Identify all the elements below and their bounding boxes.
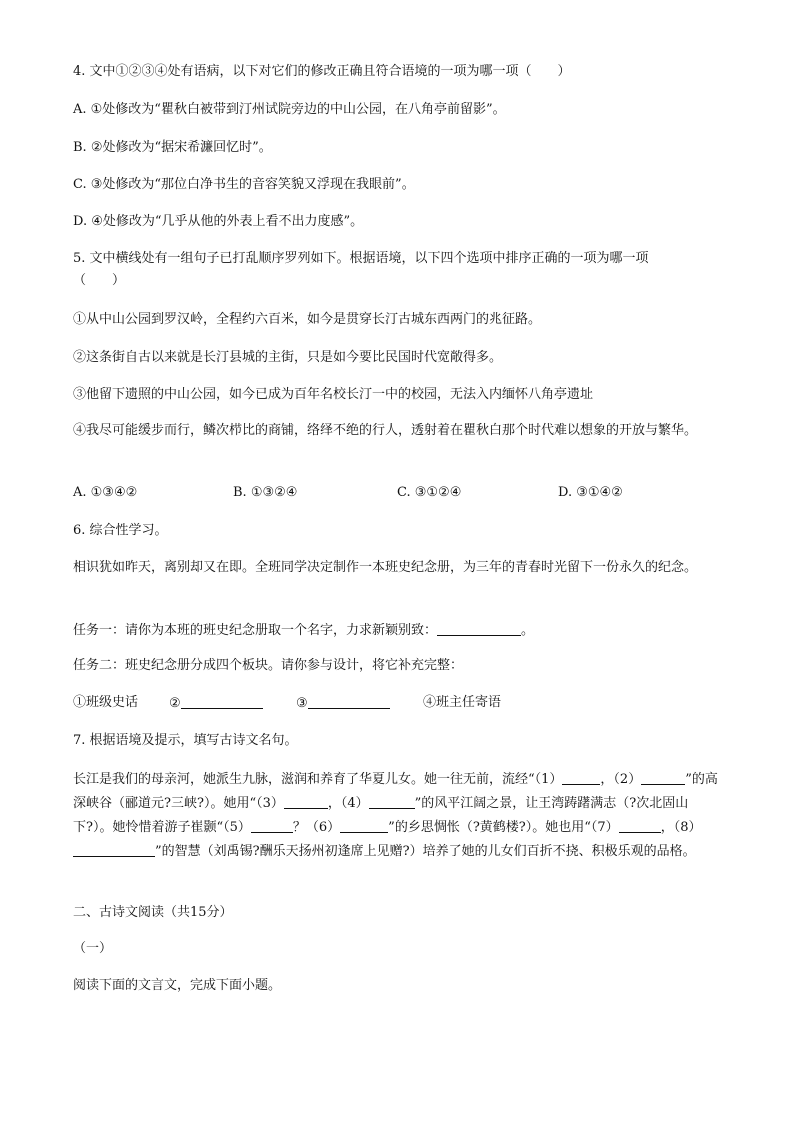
- q6-section-2-blank[interactable]: [181, 695, 263, 709]
- q5-stem: 5. 文中横线处有一组句子已打乱顺序罗列如下。根据语境，以下四个选项中排序正确的一项为哪一项: [73, 251, 649, 266]
- q5-choice-a[interactable]: A. ①③④②: [73, 485, 138, 500]
- q4-option-d: D. ④处修改为“几乎从他的外表上看不出力度感”。: [73, 214, 364, 229]
- section2-subheading: （一）: [73, 941, 113, 956]
- q7-blank-4[interactable]: [369, 795, 415, 809]
- q6-section-3: ③: [296, 695, 390, 712]
- q6-task2: 任务二：班史纪念册分成四个板块。请你参与设计，将它补充完整：: [73, 658, 464, 673]
- q7-blank-1[interactable]: [562, 771, 600, 785]
- q6-section-4: ④班主任寄语: [423, 695, 502, 710]
- section2-instruction: 阅读下面的文言文，完成下面小题。: [73, 978, 282, 993]
- q5-sentence-4: ④我尽可能缓步而行，鳞次栉比的商铺，络绎不绝的行人，透射着在瞿秋白那个时代难以想象的开放与繁华。: [73, 423, 698, 438]
- q5-sentence-3: ③他留下遗照的中山公园，如今已成为百年名校长汀一中的校园，无法入内缅怀八角亭遗址: [73, 387, 594, 402]
- q6-task1-text: 任务一：请你为本班的班史纪念册取一个名字，力求新颖别致：: [73, 623, 438, 638]
- q4-stem: 4. 文中①②③④处有语病，以下对它们的修改正确且符合语境的一项为哪一项（ ）: [73, 64, 571, 79]
- q5-choice-d[interactable]: D. ③①④②: [558, 485, 623, 500]
- q7-paragraph: 长江是我们的母亲河，她派生九脉，滋润和养育了华夏儿女。她一往无前，流经“（1） ，（2） ”的高深峡谷（郦道元?三峡?）。她用“（3） ，（4） ”的风平江阔之景，让王湾踌躇满志（?次北固山下?）。她怜惜着游子崔颢“（5） ？（6） ”的乡思惆怅（?黄鹤楼?）。她也用“（7） ，（8）”的智慧（刘禹锡?酬乐天扬州初逢席上见赠?）培养了她的儿女们百折不挠、积极乐观的品格。: [73, 772, 718, 859]
- q7-blank-3[interactable]: [284, 795, 328, 809]
- q6-task1-blank[interactable]: [437, 622, 521, 636]
- q5-choice-b[interactable]: B. ①③②④: [233, 485, 298, 500]
- q5-stem-paren: （ ）: [73, 273, 126, 288]
- q6-section-2: ②: [169, 695, 263, 712]
- q6-task1: [73, 622, 723, 639]
- q7-blank-2[interactable]: [641, 771, 685, 785]
- q5-choice-c[interactable]: C. ③①②④: [397, 485, 462, 500]
- q5-sentence-1: ①从中山公园到罗汉岭，全程约六百米，如今是贯穿长汀古城东西两门的兆征路。: [73, 312, 542, 327]
- q7-blank-7[interactable]: [619, 819, 661, 833]
- section2-heading: 二、古诗文阅读（共15分）: [73, 905, 233, 920]
- q7-title: 7. 根据语境及提示，填写古诗文名句。: [73, 733, 298, 748]
- q7-blank-5[interactable]: [251, 819, 293, 833]
- q6-intro: 相识犹如昨天，离别却又在即。全班同学决定制作一本班史纪念册，为三年的青春时光留下一份永久的纪念。: [73, 560, 698, 575]
- q7-blank-6[interactable]: [340, 819, 388, 833]
- q4-option-c: C. ③处修改为“那位白净书生的音容笑貌又浮现在我眼前”。: [73, 177, 415, 192]
- q6-task1-end: 。: [521, 623, 535, 638]
- q7-blank-8[interactable]: [73, 843, 155, 857]
- q4-option-a: A. ①处修改为“瞿秋白被带到汀州试院旁边的中山公园，在八角亭前留影”。: [73, 102, 506, 117]
- q6-section-3-blank[interactable]: [308, 695, 390, 709]
- q6-title: 6. 综合性学习。: [73, 523, 168, 538]
- q6-section-1: ①班级史话: [73, 695, 139, 710]
- q5-sentence-2: ②这条街自古以来就是长汀县城的主街，只是如今要比民国时代宽敞得多。: [73, 350, 503, 365]
- q4-option-b: B. ②处修改为“据宋希濂回忆时”。: [73, 140, 272, 155]
